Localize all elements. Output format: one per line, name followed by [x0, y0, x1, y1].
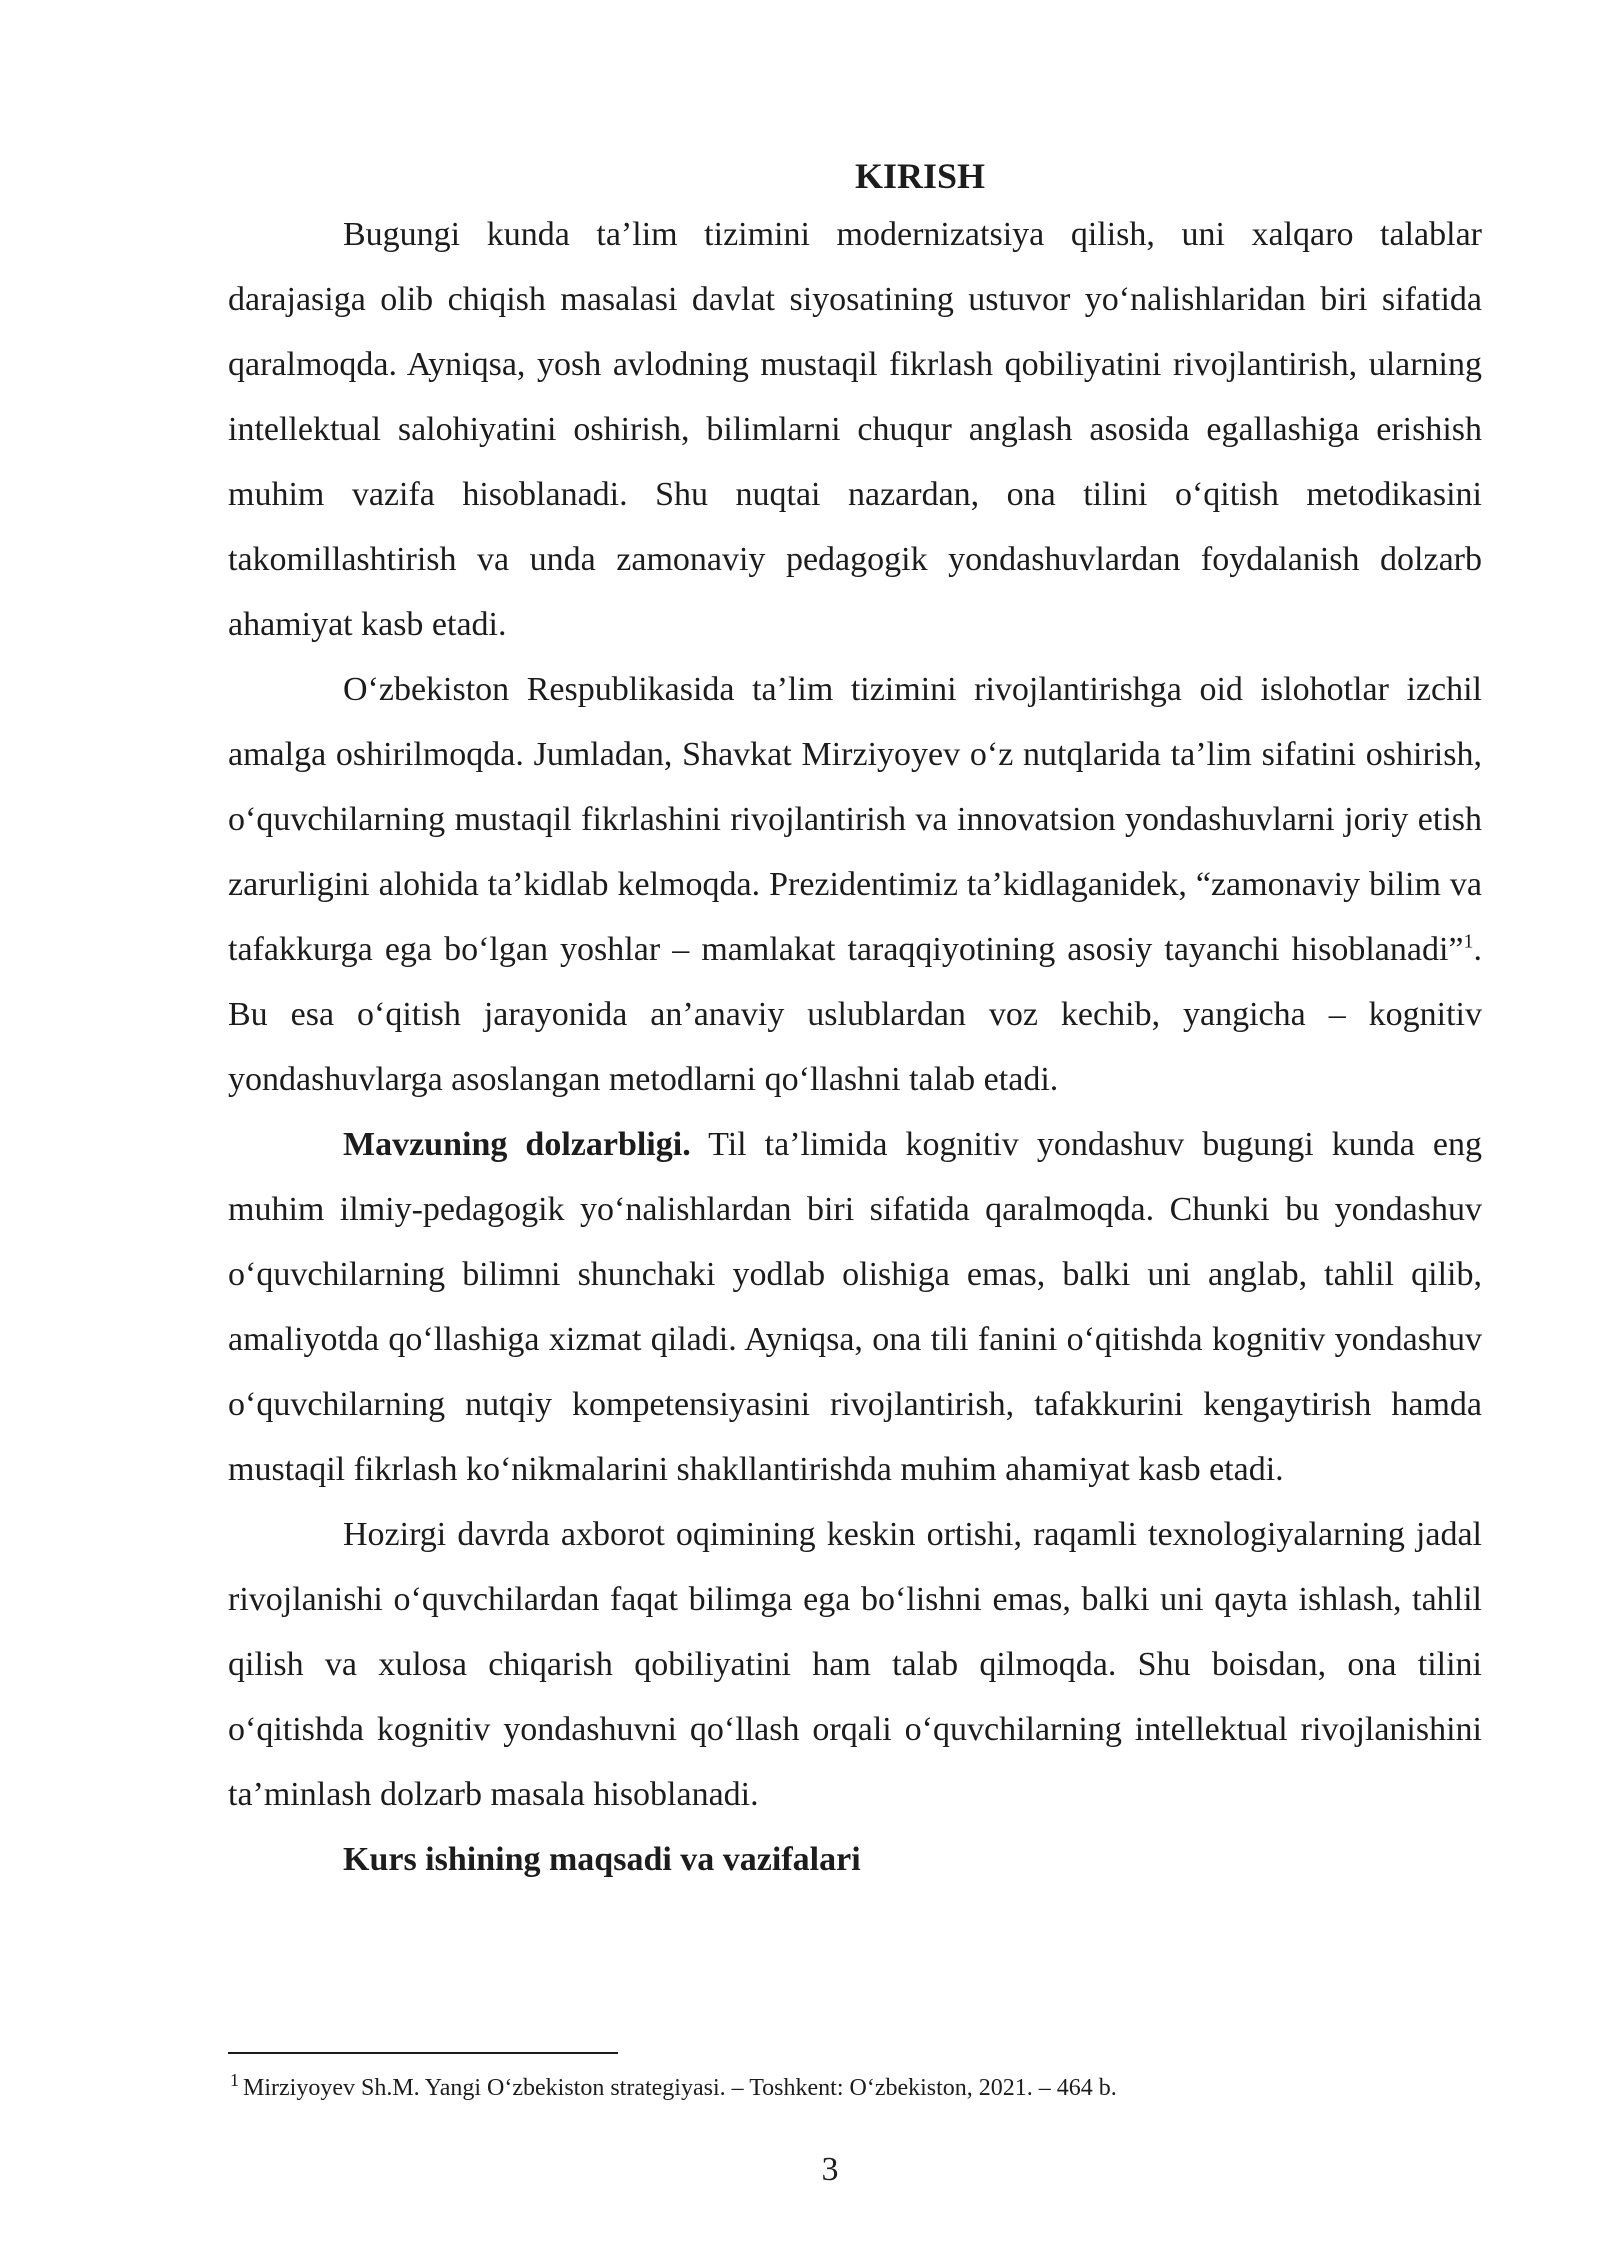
footnote-divider [228, 2052, 618, 2054]
relevance-lead: Mavzuning dolzarbligi. [343, 1126, 691, 1163]
footnote-text: Mirziyoyev Sh.M. Yangi O‘zbekiston strategiyasi. – Toshkent: O‘zbekiston, 2021. – 464 b. [243, 2075, 1117, 2101]
footnote-number: 1 [230, 2070, 239, 2090]
page-number: 3 [821, 2151, 839, 2188]
paragraph-reforms-text-b: . Bu esa o‘qitish jarayonida an’anaviy uslublardan voz kechib, yangicha – kognitiv yondashuvlarga asoslangan metodlarni qo‘llashni talab etadi. [228, 931, 1482, 1098]
paragraph-modern-era: Hozirgi davrda axborot oqimining keskin ortishi, raqamli texnologiyalarning jadal rivojlanishi o‘quvchilardan faqat bilimga ega bo‘lishni emas, balki uni qayta ishlash, tahlil qilish va xulosa chiqarish qobiliyatini ham talab qilmoqda. Shu boisdan, ona tilini o‘qitishda kognitiv yondashuvni qo‘llash orqali o‘quvchilarning intellektual rivojlanishini ta’minlash dolzarb masala hisoblanadi. [228, 1516, 1482, 1813]
footnote-reference[interactable]: 1 [1463, 930, 1474, 953]
paragraph-reforms-text-a: O‘zbekiston Respublikasida ta’lim tizimini rivojlantirishga oid islohotlar izchil amalga oshirilmoqda. Jumladan, Shavkat Mirziyoyev o‘z nutqlarida ta’lim sifatini oshirish, o‘quvchilarning mustaqil fikrlashini rivojlantirish va innovatsion yondashuvlarni joriy etish zarurligini alohida ta’kidlab kelmoqda. Prezidentimiz ta’kidlaganidek, “zamonaviy bilim va tafakkurga ega bo‘lgan yoshlar – mamlakat taraqqiyotining asosiy tayanchi hisoblanadi” [228, 671, 1482, 968]
relevance-body: Til ta’limida kognitiv yondashuv bugungi kunda eng muhim ilmiy-pedagogik yo‘nalishlardan biri sifatida qaralmoqda. Chunki bu yondashuv o‘quvchilarning bilimni shunchaki yodlab olishiga emas, balki uni anglab, tahlil qilib, amaliyotda qo‘llashiga xizmat qiladi. Ayniqsa, ona tili fanini o‘qitishda kognitiv yondashuv o‘quvchilarning nutqiy kompetensiyasini rivojlantirish, tafakkurini kengaytirish hamda mustaqil fikrlash ko‘nikmalarini shakllantirishda muhim ahamiyat kasb etadi. [228, 1126, 1482, 1488]
page-body [228, 152, 1482, 1892]
page-heading: KIRISH [854, 156, 986, 196]
paragraph-reforms [228, 657, 1482, 1112]
paragraph-intro: Bugungi kunda ta’lim tizimini modernizatsiya qilish, uni xalqaro talablar darajasiga olib chiqish masalasi davlat siyosatining ustuvor yo‘nalishlaridan biri sifatida qaralmoqda. Ayniqsa, yosh avlodning mustaqil fikrlash qobiliyatini rivojlantirish, ularning intellektual salohiyatini oshirish, bilimlarni chuqur anglash asosida egallashiga erishish muhim vazifa hisoblanadi. Shu nuqtai nazardan, ona tilini o‘qitish metodikasini takomillashtirish va unda zamonaviy pedagogik yondashuvlardan foydalanish dolzarb ahamiyat kasb etadi. [228, 216, 1482, 643]
paragraph-relevance [228, 1112, 1482, 1502]
footnote [230, 2070, 1480, 2106]
section-subheading: Kurs ishining maqsadi va vazifalari [343, 1841, 861, 1878]
